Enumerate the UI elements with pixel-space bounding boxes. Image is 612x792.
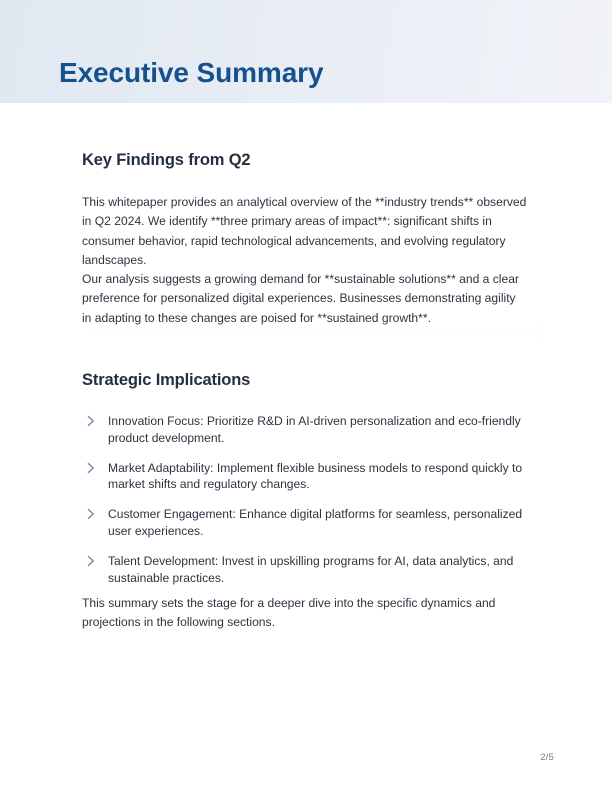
chevron-right-icon <box>86 508 97 520</box>
paragraph-findings-2: Our analysis suggests a growing demand for **sustainable solutions** and a clear preference for personalized digital experiences. Businesses demonstrating agility in adapting to these changes are poised for **sustained growth**. <box>82 272 519 325</box>
page-number: 2/5 <box>540 752 554 763</box>
page-footer <box>0 744 612 792</box>
list-item <box>82 506 528 540</box>
list-item-label: Talent Development: Invest in upskilling programs for AI, data analytics, and sustainable practices. <box>108 553 514 585</box>
content-divider-faint <box>82 330 543 331</box>
list-item-label: Market Adaptability: Implement flexible business models to respond quickly to market shifts and regulatory changes. <box>108 460 523 492</box>
list-item-label: Customer Engagement: Enhance digital platforms for seamless, personalized user experiences. <box>108 507 523 538</box>
section-heading-strategic-implications: Strategic Implications <box>82 371 251 389</box>
section-key-findings <box>82 151 528 328</box>
list-item-label: Innovation Focus: Prioritize R&D in AI-driven personalization and eco-friendly product development. <box>108 414 521 445</box>
paragraph-findings-1: This whitepaper provides an analytical overview of the **industry trends** observed in Q2 2024. We identify **three primary areas of impact**: significant shifts in consumer behavior, rapid technological advancements, and evolving regulatory landscapes. <box>82 195 527 267</box>
chevron-right-icon <box>86 555 97 567</box>
strategic-implications-list <box>82 413 528 586</box>
section-closing <box>82 594 528 633</box>
section-strategic-implications <box>82 371 528 586</box>
chevron-right-icon <box>86 462 97 474</box>
list-item <box>82 553 528 587</box>
page-header-banner <box>0 0 612 103</box>
list-item <box>82 460 528 494</box>
chevron-right-icon <box>86 415 97 427</box>
paragraph-closing: This summary sets the stage for a deeper dive into the specific dynamics and projections in the following sections. <box>82 596 496 630</box>
page-title: Executive Summary <box>59 56 324 88</box>
content-boundary-marker <box>543 318 544 342</box>
section-heading-key-findings: Key Findings from Q2 <box>82 151 251 169</box>
document-content <box>0 103 612 792</box>
list-item <box>82 413 528 447</box>
